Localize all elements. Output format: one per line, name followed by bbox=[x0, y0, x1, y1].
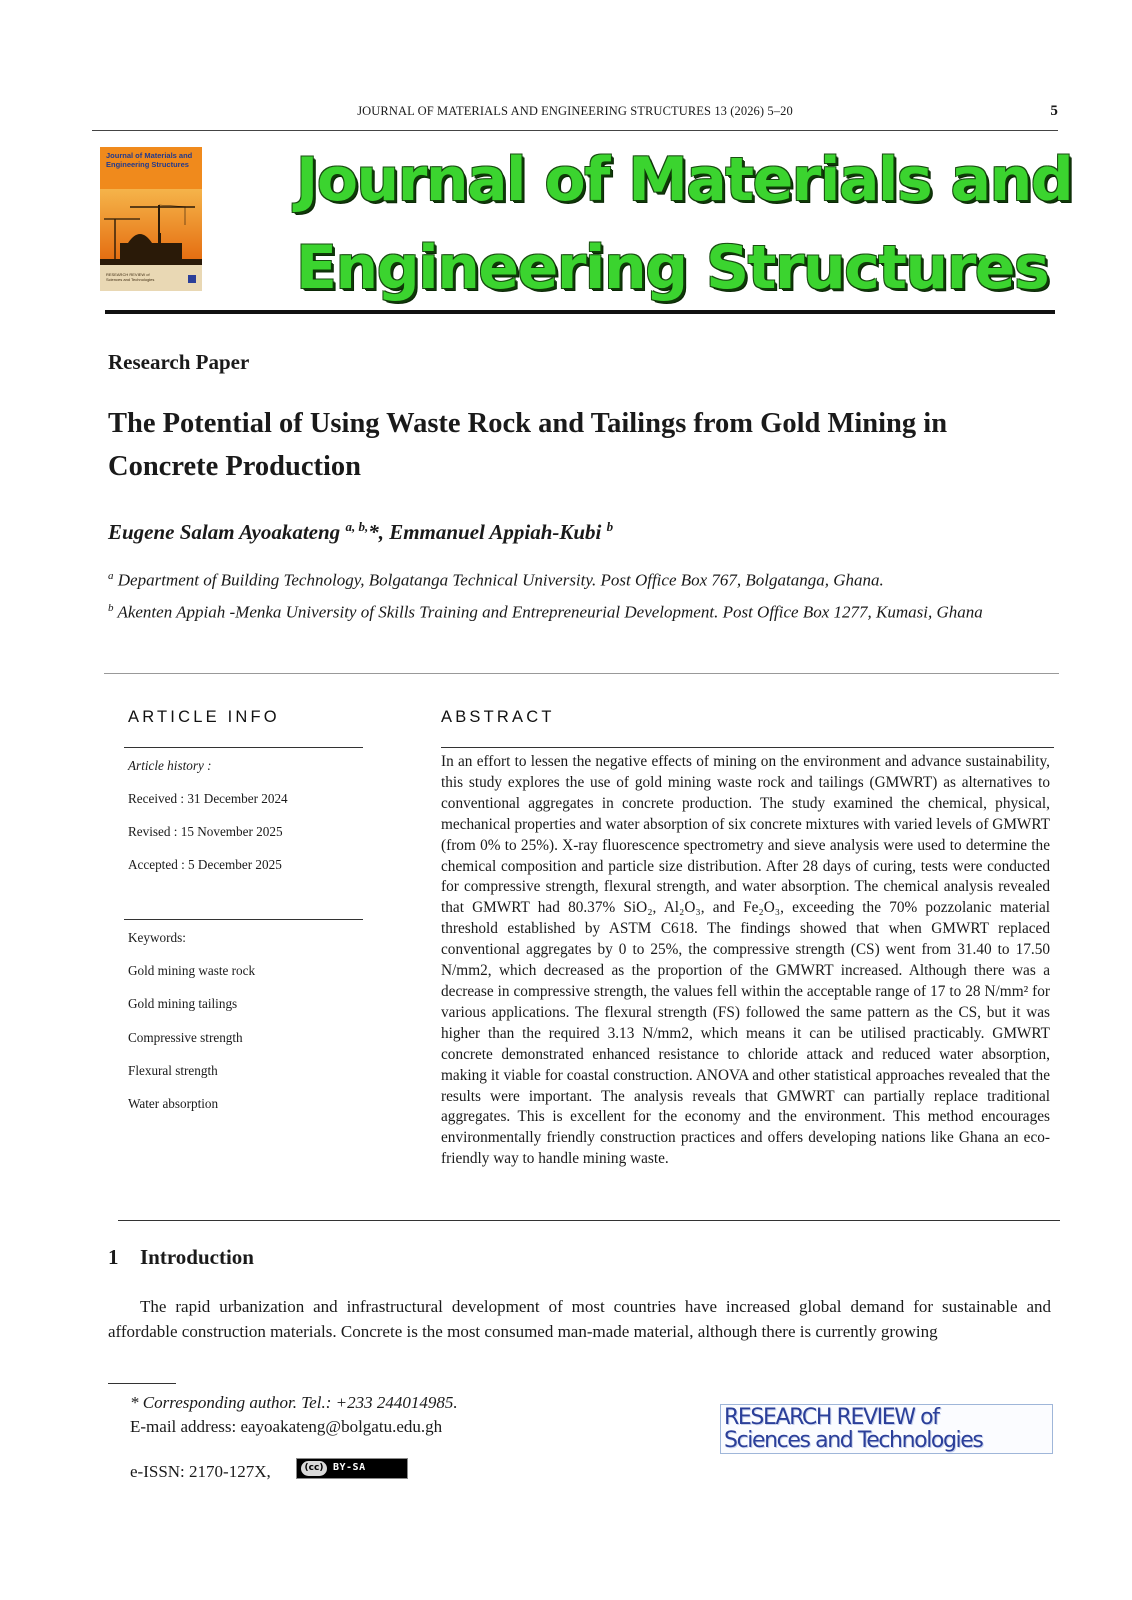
cc-license-text: BY-SA bbox=[333, 1462, 366, 1473]
paper-type: Research Paper bbox=[108, 350, 250, 374]
author-affiliation-marks: b bbox=[606, 519, 614, 534]
accepted-date: Accepted : 5 December 2025 bbox=[128, 857, 282, 872]
keyword-item: Gold mining waste rock bbox=[128, 963, 256, 978]
paper-title: The Potential of Using Waste Rock and Tailings from Gold Mining in Concrete Production bbox=[108, 408, 948, 482]
footnote-rule bbox=[108, 1383, 176, 1384]
section-number: 1 bbox=[108, 1245, 119, 1269]
page-number: 5 bbox=[1050, 103, 1058, 119]
affiliation-text: Department of Building Technology, Bolgatanga Technical University. Post Office Box 767, Bolgatanga, Ghana. bbox=[117, 570, 884, 590]
author-list bbox=[108, 519, 613, 545]
masthead-line1: Journal of Materials and bbox=[296, 145, 1073, 215]
publisher-logo-line1: RESEARCH REVIEW of bbox=[724, 1405, 939, 1430]
corresponding-author-note: * Corresponding author. Tel.: +233 244014985. bbox=[130, 1393, 458, 1412]
keywords-label: Keywords: bbox=[128, 930, 186, 945]
keyword-item: Water absorption bbox=[128, 1096, 219, 1111]
cc-icon: (cc) bbox=[301, 1461, 327, 1476]
introduction-paragraph: The rapid urbanization and infrastructural development of most countries have increased global demand for sustainable and affordable construction materials. Concrete is the most consumed man-made material, although there is currently growing bbox=[108, 1297, 1051, 1341]
journal-cover-image bbox=[100, 147, 202, 291]
header-rule bbox=[92, 130, 1058, 131]
keyword-item: Compressive strength bbox=[128, 1030, 243, 1045]
masthead-line2: Engineering Structures bbox=[296, 233, 1049, 303]
affiliation-a bbox=[108, 565, 1053, 592]
author-name: Eugene Salam Ayoakateng bbox=[108, 520, 341, 544]
eissn: e-ISSN: 2170-127X, bbox=[130, 1462, 271, 1481]
keyword-item: Flexural strength bbox=[128, 1063, 218, 1078]
cover-title-line1: Journal of Materials and bbox=[106, 151, 193, 160]
masthead-rule bbox=[105, 310, 1055, 314]
running-head-text: JOURNAL OF MATERIALS AND ENGINEERING STRUCTURES 13 (2026) 5–20 bbox=[357, 104, 793, 118]
article-info-heading: ARTICLE INFO bbox=[128, 708, 280, 726]
affiliation-b bbox=[108, 597, 1053, 624]
publisher-logo bbox=[720, 1404, 1053, 1454]
cover-title bbox=[106, 152, 192, 169]
abstract-rule bbox=[441, 747, 1054, 748]
abstract-heading: ABSTRACT bbox=[441, 708, 555, 726]
keywords-rule bbox=[124, 919, 363, 920]
journal-masthead bbox=[296, 136, 1072, 312]
corresponding-mark: *, bbox=[368, 520, 384, 544]
section-heading-introduction bbox=[108, 1245, 254, 1270]
revised-date: Revised : 15 November 2025 bbox=[128, 824, 283, 839]
abstract-text: In an effort to lessen the negative effects of mining on the environment and advance sustainability, this study explores the use of gold mining waste rock and tailings (GMWRT) as alternatives to conventional aggregates in concrete production. The study examined the chemical, physical, mechanical properties and water absorption of six concrete mixtures with varied levels of GMWRT (from 0% to 25%). X-ray fluorescence spectrometry and sieve analysis were used to determine the chemical composition and particle size distribution. After 28 days of curing, tests were conducted for compressive strength, flexural strength, and water absorption. The chemical analysis revealed that GMWRT had 80.37% SiO₂, Al₂O₃, and Fe₂O₃, exceeding the 70% pozzolanic material threshold established by ASTM C618. The findings showed that when GMWRT replaced conventional aggregates by 0 to 25%, the compressive strength (CS) went from 31.40 to 17.50 N/mm2, which decreased as the proportion of the GMWRT increased. Although there was a decrease in compressive strength, the values fell within the acceptable range of 17 to 28 N/mm² for various applications. The flexural strength (FS) followed the same pattern as the CS, but it was higher than the required 3.13 N/mm2, which means it can be utilised practicably. GMWRT concrete demonstrated enhanced resistance to chloride attack and reduced water absorption, making it viable for coastal construction. ANOVA and other statistical approaches revealed that the results were important. The analysis reveals that GMWRT can partially replace traditional aggregates. This is excellent for the economy and the environment. This method encourages environmentally friendly construction practices and offers developing nations like Ghana an eco-friendly way to handle mining waste. bbox=[441, 753, 1050, 1168]
article-info-rule bbox=[124, 747, 363, 748]
article-history-label: Article history : bbox=[128, 758, 212, 773]
author-affiliation-marks: a, b, bbox=[345, 519, 369, 534]
abstract-bottom-rule bbox=[118, 1220, 1060, 1221]
publisher-logo-line2: Sciences and Technologies bbox=[724, 1428, 983, 1453]
cover-publisher-line1: RESEARCH REVIEW of bbox=[106, 272, 150, 277]
keyword-item: Gold mining tailings bbox=[128, 996, 238, 1011]
front-matter-rule bbox=[104, 673, 1059, 674]
author-name: Emmanuel Appiah-Kubi bbox=[389, 520, 602, 544]
cover-title-line2: Engineering Structures bbox=[106, 159, 189, 169]
affiliation-mark: a bbox=[108, 570, 114, 582]
affiliation-mark: b bbox=[108, 602, 114, 614]
running-head bbox=[92, 104, 1058, 124]
section-title: Introduction bbox=[140, 1245, 254, 1269]
cc-license-badge[interactable] bbox=[296, 1458, 408, 1479]
received-date: Received : 31 December 2024 bbox=[128, 791, 288, 806]
affiliation-text: Akenten Appiah -Menka University of Skills Training and Entrepreneurial Development. Post Office Box 1277, Kumasi, Ghana bbox=[117, 602, 983, 622]
email-address: E-mail address: eayoakateng@bolgatu.edu.gh bbox=[130, 1417, 443, 1436]
cover-publisher-line2: Sciences and Technologies bbox=[106, 277, 155, 282]
